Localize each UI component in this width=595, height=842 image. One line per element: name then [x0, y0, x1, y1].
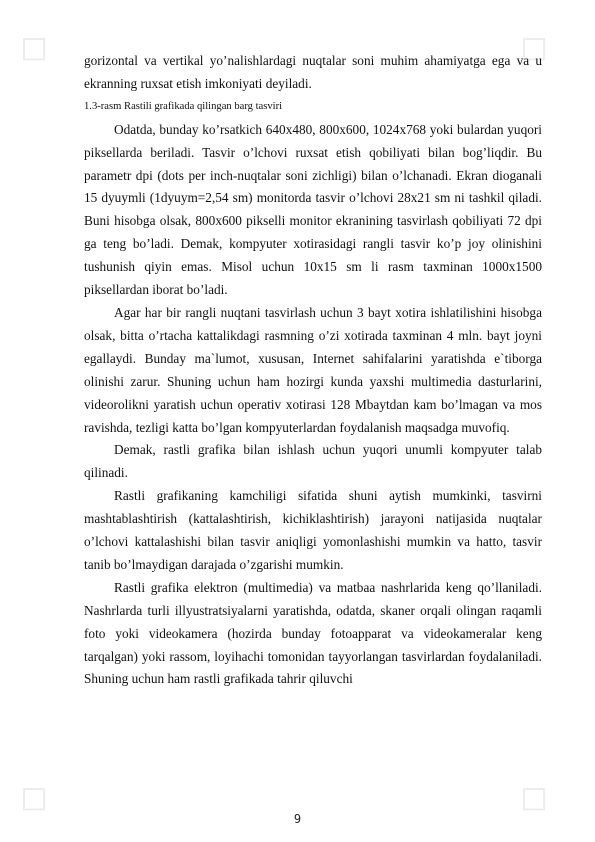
watermark-icon: ◻	[520, 777, 551, 817]
paragraph: Agar har bir rangli nuqtani tasvirlash uchun 3 bayt xotira ishlatilishini hisobga olsak, bitta o’rtacha kattalikdagi rasmning o’zi xotirada taxminan 4 mln. bayt joyni egallaydi. Bunday ma`lumot, xususan, Internet sahifalarini yaratishda e`tiborga olinishi zarur. Shuning uchun ham hozirgi kunda yaxshi multimedia dasturlarini, videorolikni yaratish uchun operativ xotirasi 128 Mbaytdan kam bo’lmagan va mos ravishda, tezligi katta bo’lgan kompyuterlardan foydalanish maqsadga muvofiq.	[84, 304, 542, 435]
paragraph: Rastli grafika elektron (multimedia) va matbaa nashrlarida keng qo’llaniladi. Nashrlarda turli illyustratsiyalarni yaratishda, odatda, skaner orqali olingan raqamli foto yoki videokamera (hozirda bunday fotoapparat va videokameralar keng tarqalgan) yoki rassom, loyihachi tomonidan tayyorlangan tasvirlardan foydalaniladi. Shuning uchun ham rastli grafikada tahrir qiluvchi	[84, 579, 542, 687]
paragraph: Demak, rastli grafika bilan ishlash uchun yuqori unumli kompyuter talab qilinadi.	[84, 442, 542, 481]
paragraph-continued: gorizontal va vertikal yo’nalishlardagi nuqtalar soni muhim ahamiyatga ega va u ekranning ruxsat etish imkoniyati deyiladi.	[84, 53, 542, 91]
figure-caption: 1.3-rasm Rastili grafikada qilingan barg tasviri	[84, 100, 283, 112]
document-body	[84, 50, 542, 691]
paragraph: Rastli grafikaning kamchiligi sifatida shuni aytish mumkinki, tasvirni mashtablashtirish (kattalashtirish, kichiklashtirish) jarayoni natijasida nuqtalar o’lchovi kattalashishi bilan tasvir aniqligi yomonlashishi mumkin va hatto, tasvir tanib bo’lmaydigan darajada o’zgarishi mumkin.	[84, 488, 542, 572]
watermark-icon: ◻	[520, 27, 551, 67]
page-number: 9	[293, 812, 302, 826]
watermark-icon: ◻	[20, 27, 51, 67]
watermark-icon: ◻	[20, 777, 51, 817]
paragraph: Odatda, bunday ko’rsatkich 640x480, 800x600, 1024x768 yoki bulardan yuqori piksellarda beriladi. Tasvir o’lchovi ruxsat etish qobiliyati bilan bog’liqdir. Bu parametr dpi (dots per inch-nuqtalar soni zichligi) bilan o’lchanadi. Ekran dioganali 15 dyuymli (1dyuym=2,54 sm) monitorda tasvir o’lchovi 28x21 sm ni tashkil qiladi. Buni hisobga olsak, 800x600 pikselli monitor ekranining tasvirlash qobiliyati 72 dpi ga teng bo’ladi. Demak, kompyuter xotirasidagi rangli tasvir ko’p joy olinishini tushunish qiyin emas. Misol uchun 10x15 sm li rasm taxminan 1000x1500 piksellardan iborat bo’ladi.	[84, 121, 542, 298]
